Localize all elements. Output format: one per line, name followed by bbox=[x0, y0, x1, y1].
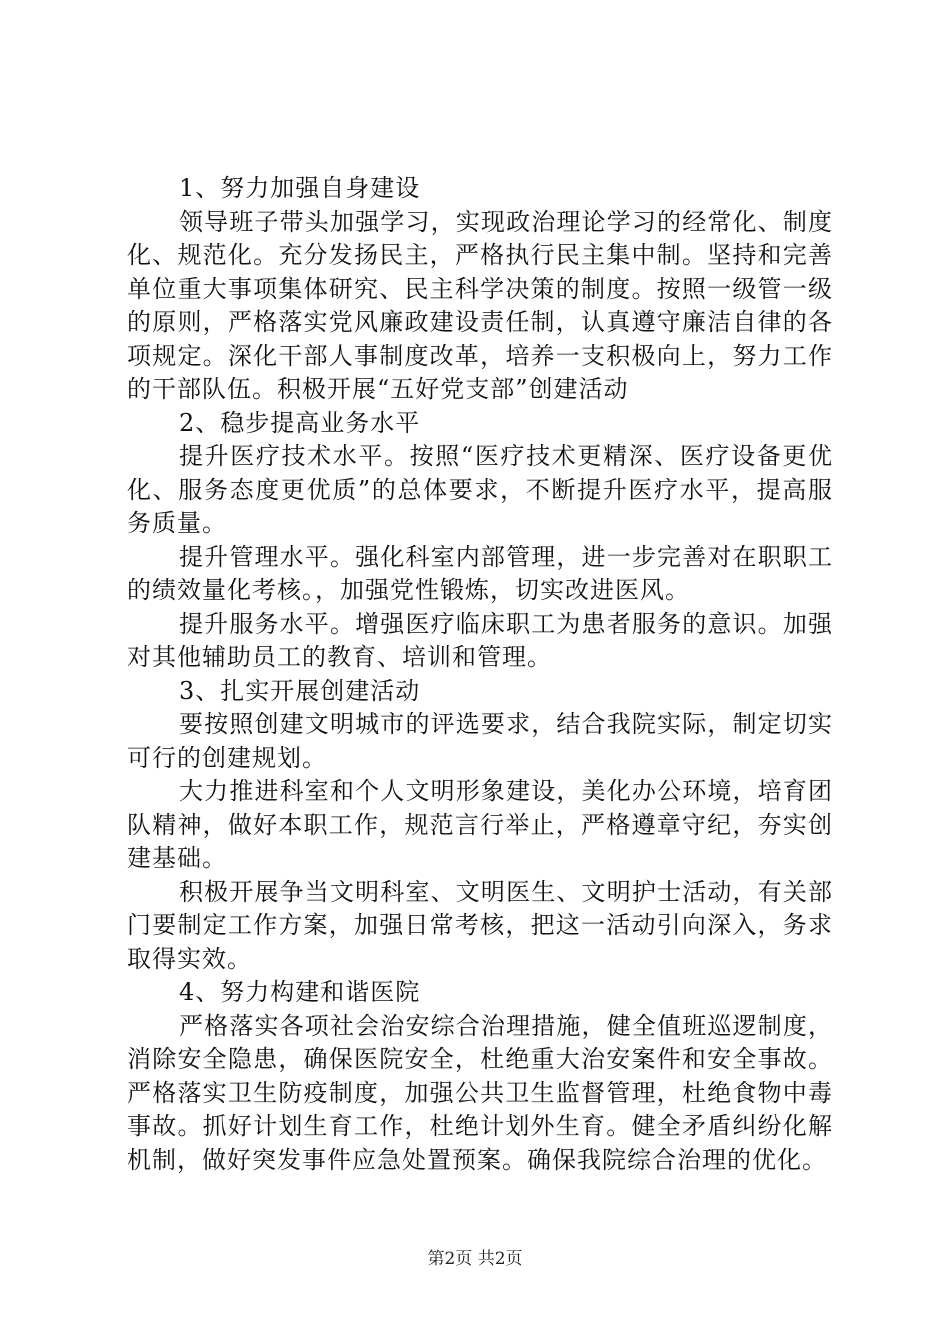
paragraph-civilized-city: 要按照创建文明城市的评选要求，结合我院实际，制定切实可行的创建规划。 bbox=[127, 710, 833, 772]
paragraph-medical-technology: 提升医疗技术水平。按照“医疗技术更精深、医疗设备更优化、服务态度更优质”的总体要求，不断提升医疗水平，提高服务质量。 bbox=[127, 442, 833, 537]
paragraph-civilized-activities: 积极开展争当文明科室、文明医生、文明护士活动，有关部门要制定工作方案，加强日常考核，把这一活动引向深入，务求取得实效。 bbox=[127, 877, 833, 973]
paragraph-image-building: 大力推进科室和个人文明形象建设，美化办公环境，培育团队精神，做好本职工作，规范言行举止，严格遵章守纪，夯实创建基础。 bbox=[127, 777, 833, 872]
section-heading-4: 4、努力构建和谐医院 bbox=[179, 978, 421, 1006]
section-heading-2: 2、稳步提高业务水平 bbox=[179, 408, 421, 437]
paragraph-service-level: 提升服务水平。增强医疗临床职工为患者服务的意识。加强对其他辅助员工的教育、培训和管理。 bbox=[127, 609, 833, 671]
paragraph-management-level: 提升管理水平。强化科室内部管理，进一步完善对在职职工的绩效量化考核。，加强党性锻炼，切实改进医风。 bbox=[127, 542, 833, 604]
paragraph-leadership-study: 领导班子带头加强学习，实现政治理论学习的经常化、制度化、规范化。充分发扬民主，严格执行民主集中制。坚持和完善单位重大事项集体研究、民主科学决策的制度。按照一级管一级的原则，严格落实党风廉政建设责任制，认真遵守廉洁自律的各项规定。深化干部人事制度改革，培养一支积极向上，努力工作的干部队伍。积极开展“五好党支部”创建活动 bbox=[127, 207, 833, 403]
section-heading-3: 3、扎实开展创建活动 bbox=[179, 676, 421, 705]
page-footer: 第2页 共2页 bbox=[427, 1249, 523, 1269]
paragraph-harmonious-hospital: 严格落实各项社会治安综合治理措施，健全值班巡逻制度，消除安全隐患，确保医院安全，杜绝重大治安案件和安全事故。严格落实卫生防疫制度，加强公共卫生监督管理，杜绝食物中毒事故。抓好计划生育工作，杜绝计划外生育。健全矛盾纠纷化解机制，做好突发事件应急处置预案。确保我院综合治理的优化。 bbox=[127, 1011, 833, 1174]
document-body bbox=[127, 172, 833, 1177]
section-heading-1: 1、努力加强自身建设 bbox=[179, 174, 421, 202]
